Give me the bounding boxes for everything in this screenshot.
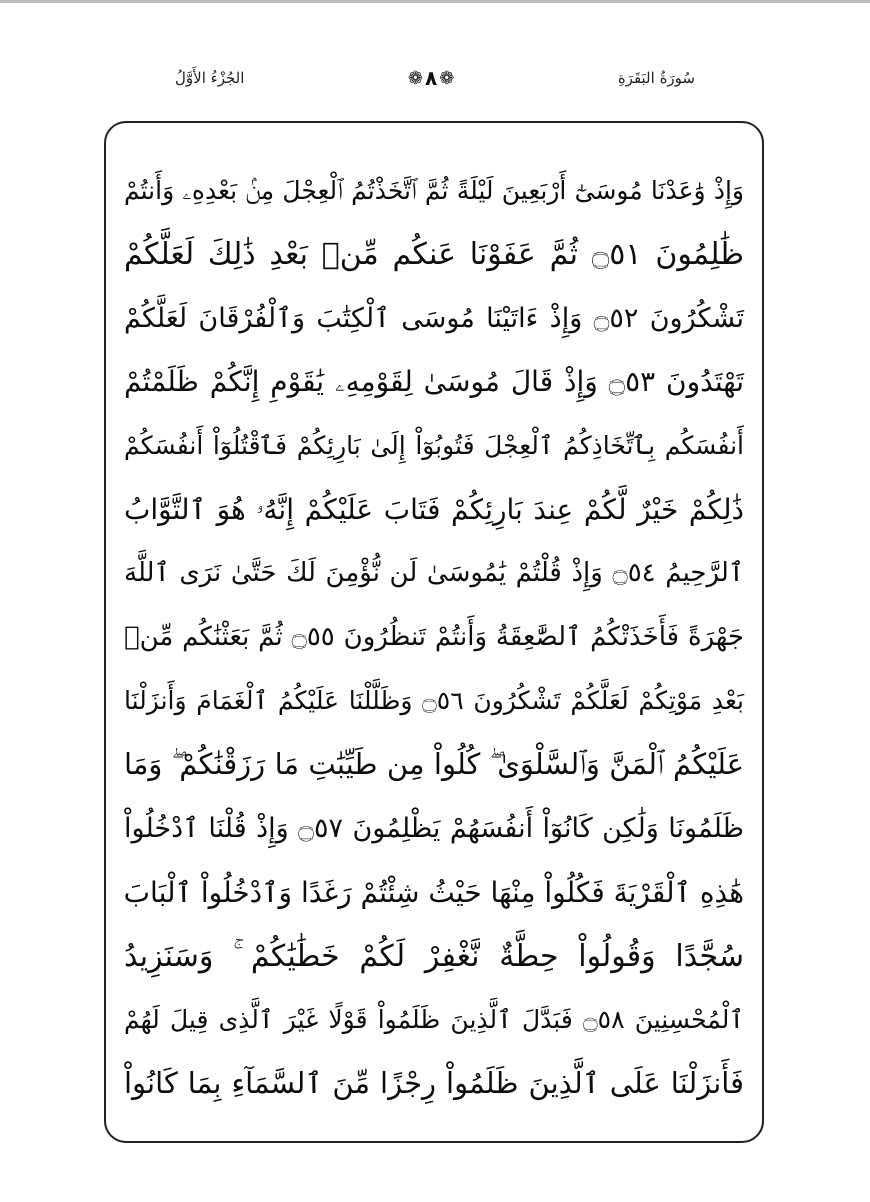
ornament-left-icon: ❁ <box>407 67 423 89</box>
text-line-3: تَشْكُرُونَ ۝٥٢ وَإِذْ ءَاتَيْنَا مُوسَى ٱلْكِتَٰبَ وَٱلْفُرْقَانَ لَعَلَّكُمْ <box>124 302 745 334</box>
text-line-5: أَنفُسَكُم بِٱتِّخَاذِكُمُ ٱلْعِجْلَ فَتُوبُوٓاْ إِلَىٰ بَارِئِكُمْ فَٱقْتُلُوٓاْ أَنفُسَكُمْ <box>124 431 744 461</box>
text-line-10: عَلَيْكُمُ ٱلْمَنَّ وَٱلسَّلْوَىٰ ۖ كُلُواْ مِن طَيِّبَٰتِ مَا رَزَقْنَٰكُمْ ۖ وَمَا <box>124 747 744 782</box>
text-line-6: ذَٰلِكُمْ خَيْرٌ لَّكُمْ عِندَ بَارِئِكُمْ فَتَابَ عَلَيْكُمْ إِنَّهُۥ هُوَ ٱلتَّوَّابُ <box>124 492 744 526</box>
page-header <box>175 62 695 94</box>
surah-name: سُورَةُ البَقَرَةِ <box>617 69 695 87</box>
text-line-13: سُجَّدًا وَقُولُواْ حِطَّةٌ نَّغْفِرْ لَكُمْ خَطَٰيَٰكُمْ ۚ وَسَنَزِيدُ <box>124 938 744 974</box>
text-line-14: ٱلْمُحْسِنِينَ ۝٥٨ فَبَدَّلَ ٱلَّذِينَ ظَلَمُواْ قَوْلًا غَيْرَ ٱلَّذِى قِيلَ لَهُمْ <box>124 1005 744 1035</box>
top-border-rule <box>0 0 870 3</box>
page-frame <box>104 121 764 1143</box>
text-line-8: جَهْرَةً فَأَخَذَتْكُمُ ٱلصَّٰعِقَةُ وَأَنتُمْ تَنظُرُونَ ۝٥٥ ثُمَّ بَعَثْنَٰكُم مِّنۢ <box>124 621 744 652</box>
page-number-badge <box>408 66 454 90</box>
text-line-4: تَهْتَدُونَ ۝٥٣ وَإِذْ قَالَ مُوسَىٰ لِقَوْمِهِۦ يَٰقَوْمِ إِنَّكُمْ ظَلَمْتُمْ <box>124 365 744 399</box>
text-line-7: ٱلرَّحِيمُ ۝٥٤ وَإِذْ قُلْتُمْ يَٰمُوسَىٰ لَن نُّؤْمِنَ لَكَ حَتَّىٰ نَرَى ٱللَّهَ <box>124 557 744 588</box>
text-block <box>106 159 762 1116</box>
text-line-2: ظَٰلِمُونَ ۝٥١ ثُمَّ عَفَوْنَا عَنكُم مِّنۢ بَعْدِ ذَٰلِكَ لَعَلَّكُمْ <box>124 236 744 272</box>
text-line-1: وَإِذْ وَٰعَدْنَا مُوسَىٰٓ أَرْبَعِينَ لَيْلَةً ثُمَّ ٱتَّخَذْتُمُ ٱلْعِجْلَ مِنۢ بَعْدِهِۦ وَأَنتُمْ <box>124 176 744 205</box>
ornament-right-icon: ❁ <box>439 67 455 89</box>
text-line-9: بَعْدِ مَوْتِكُمْ لَعَلَّكُمْ تَشْكُرُونَ ۝٥٦ وَظَلَّلْنَا عَلَيْكُمُ ٱلْغَمَامَ وَأَنزَلْنَا <box>124 686 745 716</box>
page-number: ٨ <box>425 66 438 90</box>
text-line-12: هَٰذِهِ ٱلْقَرْيَةَ فَكُلُواْ مِنْهَا حَيْثُ شِئْتُمْ رَغَدًا وَٱدْخُلُواْ ٱلْبَابَ <box>123 875 744 909</box>
text-line-11: ظَلَمُونَا وَلَٰكِن كَانُوٓاْ أَنفُسَهُمْ يَظْلِمُونَ ۝٥٧ وَإِذْ قُلْنَا ٱدْخُلُواْ <box>124 812 745 844</box>
juz-name: الجُزْءُ الأَوَّلُ <box>175 69 245 87</box>
text-line-15: فَأَنزَلْنَا عَلَى ٱلَّذِينَ ظَلَمُواْ رِجْزًا مِّنَ ٱلسَّمَآءِ بِمَا كَانُواْ <box>124 1066 744 1101</box>
